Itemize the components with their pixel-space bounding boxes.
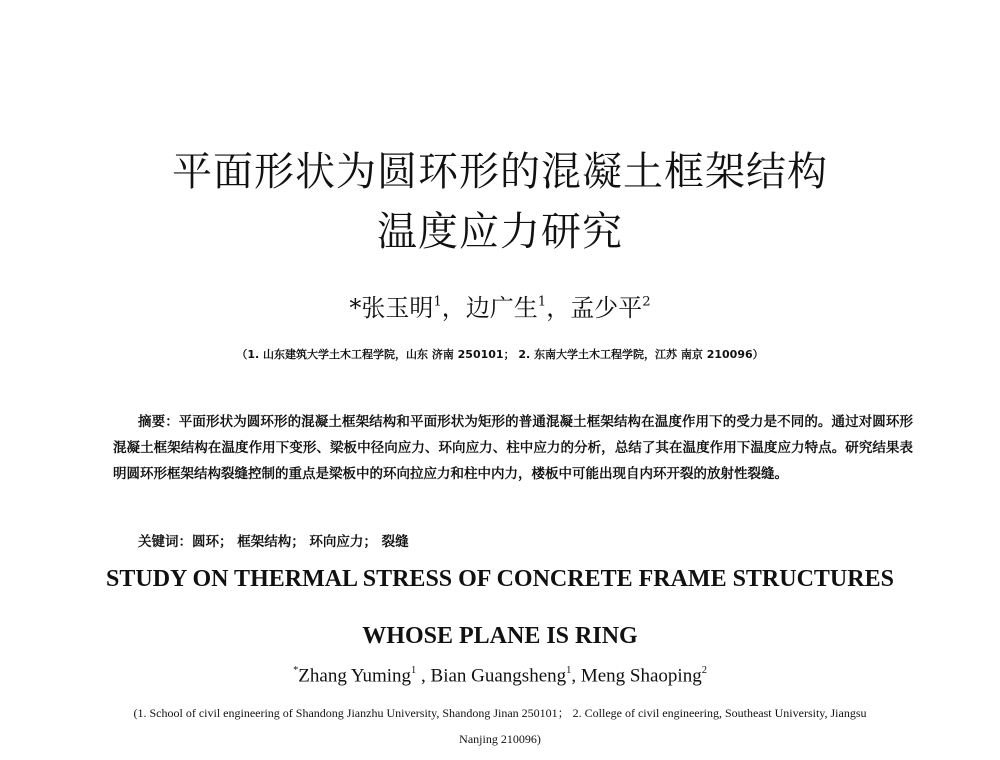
- title-cn-line2: 温度应力研究: [377, 209, 623, 255]
- affiliation-en-line2: Nanjing 210096): [459, 732, 541, 746]
- author-cn-2: 边广生: [465, 294, 538, 322]
- keywords-label: 关键词：: [138, 534, 192, 550]
- author-en-3: , Meng Shaoping: [571, 665, 702, 687]
- title-en-line1: STUDY ON THERMAL STRESS OF CONCRETE FRAME STRUCTURES: [106, 566, 894, 592]
- title-en-line2: WHOSE PLANE IS RING: [362, 623, 638, 649]
- affiliation-cn: （1. 山东建筑大学土木工程学院，山东 济南 250101； 2. 东南大学土木工程学院，江苏 南京 210096）: [236, 348, 764, 361]
- author-cn-2-affil: 1: [537, 294, 547, 310]
- author-cn-3-affil: 2: [642, 294, 651, 310]
- author-sep-1: ，: [441, 294, 466, 322]
- abstract-cn: [113, 409, 913, 487]
- author-sep-2: ，: [546, 294, 571, 322]
- author-cn-1: *张玉明: [349, 294, 434, 322]
- keywords-cn: [138, 530, 409, 550]
- authors-cn: [0, 288, 1000, 323]
- author-en-1-affil: 1: [411, 665, 417, 676]
- abstract-label: 摘要：: [138, 414, 179, 430]
- affiliation-en-line1: (1. School of civil engineering of Shandong Jianzhu University, Shandong Jinan 250101； 2. College of civil engineering, Southeast University, Jiangsu: [133, 706, 867, 720]
- author-en-3-affil: 2: [701, 665, 707, 676]
- abstract-text: 平面形状为圆环形的混凝土框架结构和平面形状为矩形的普通混凝土框架结构在温度作用下的受力是不同的。通过对圆环形混凝土框架结构在温度作用下变形、梁板中径向应力、环向应力、柱中应力的分析，总结了其在温度作用下温度应力特点。研究结果表明圆环形框架结构裂缝控制的重点是梁板中的环向拉应力和柱中内力，楼板中可能出现自内环开裂的放射性裂缝。: [113, 414, 914, 482]
- title-cn-line1: 平面形状为圆环形的混凝土框架结构: [172, 149, 828, 195]
- authors-en: [0, 665, 1000, 687]
- author-cn-3: 孟少平: [570, 294, 643, 322]
- author-en-2-affil: 1: [566, 665, 572, 676]
- author-cn-1-affil: 1: [433, 294, 442, 310]
- author-en-corresponding-mark: *: [293, 665, 299, 676]
- author-en-1: Zhang Yuming: [298, 665, 412, 687]
- author-en-2: , Bian Guangsheng: [416, 665, 567, 687]
- keywords-text: 圆环； 框架结构； 环向应力； 裂缝: [192, 534, 409, 550]
